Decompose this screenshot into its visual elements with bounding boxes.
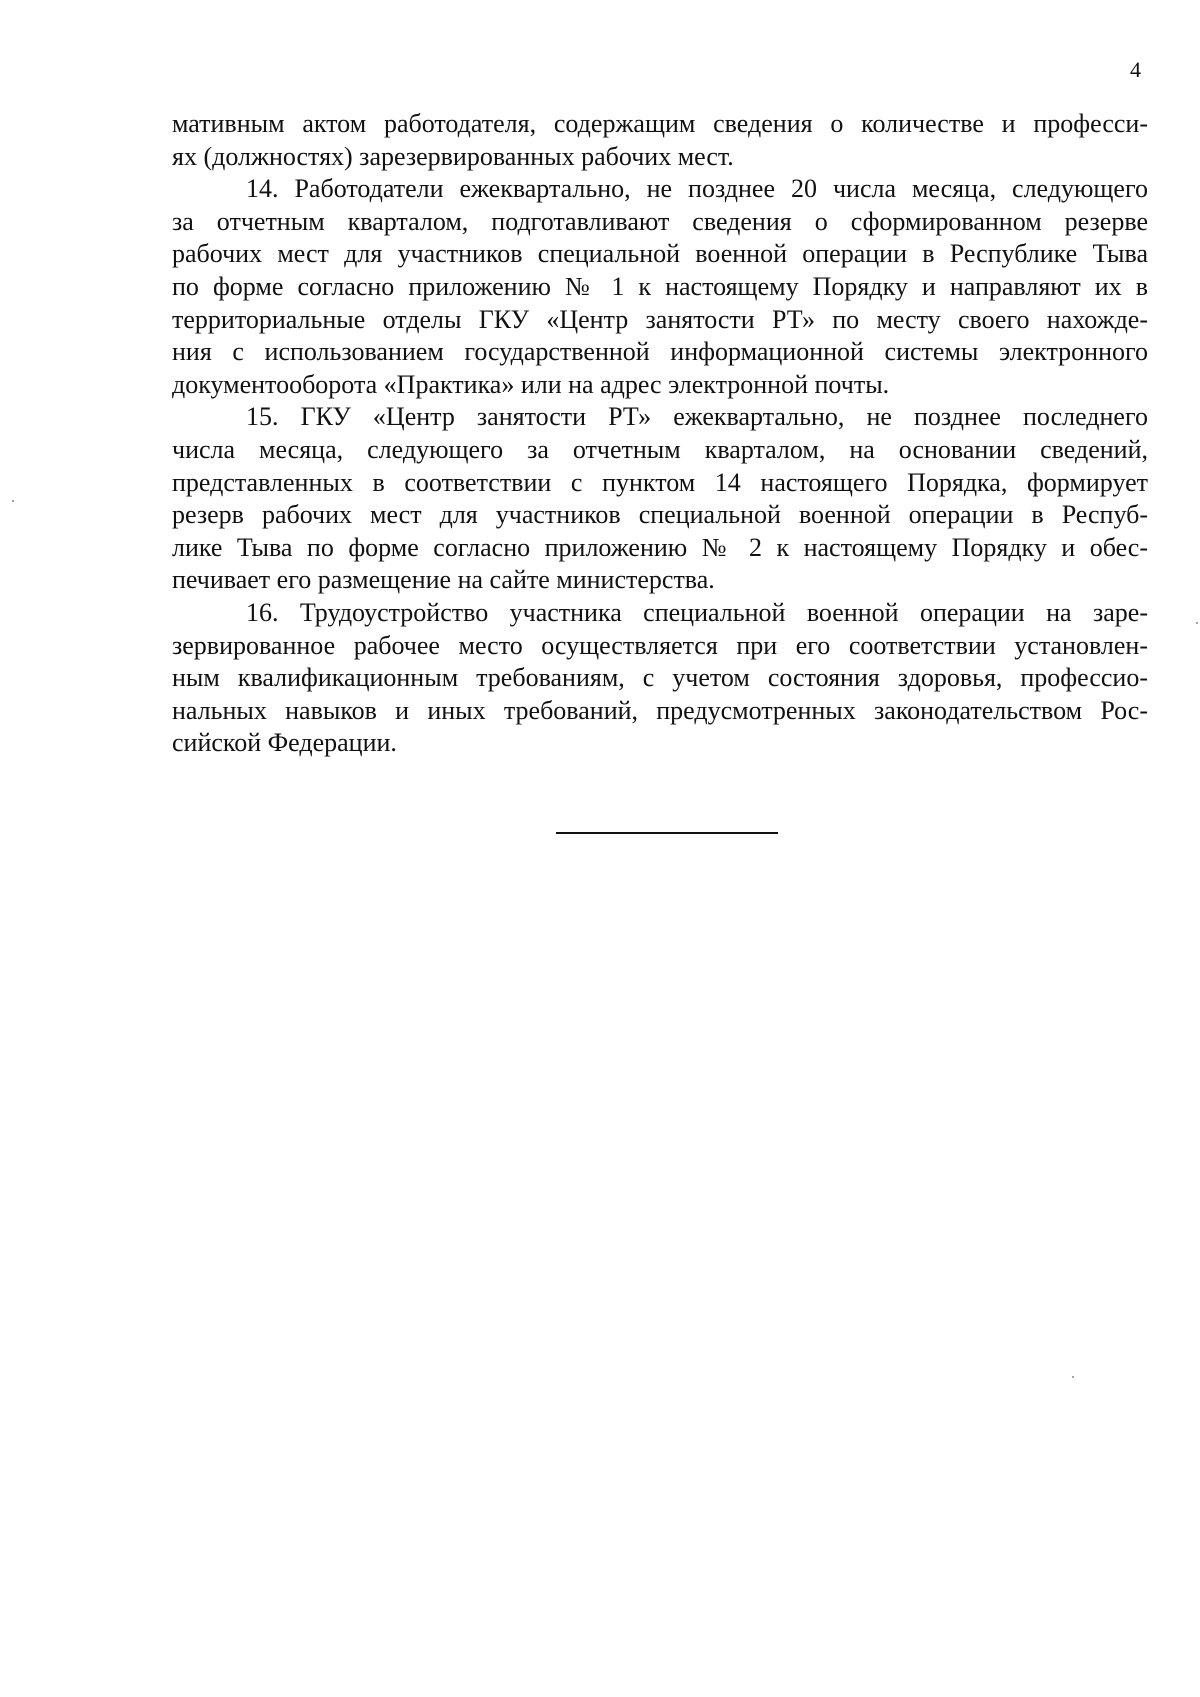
- page-number: 4: [1130, 57, 1141, 82]
- paragraph-14: [172, 173, 1148, 401]
- text-line: лике Тыва по форме согласно приложению № 2 к настоящему Порядку и обес-: [172, 532, 1148, 562]
- text-line: за отчетным кварталом, подготавливают сведения о сформированном резерве: [172, 206, 1148, 236]
- scan-speck: [12, 500, 14, 502]
- text-line: документооборота «Практика» или на адрес электронной почты.: [172, 369, 890, 399]
- text-line: 16. Трудоустройство участника специальной военной операции на заре-: [246, 597, 1148, 627]
- text-line: числа месяца, следующего за отчетным кварталом, на основании сведений,: [172, 434, 1148, 464]
- text-line: зервированное рабочее место осуществляется при его соответствии установлен-: [172, 630, 1148, 660]
- text-line: по форме согласно приложению № 1 к настоящему Порядку и направляют их в: [172, 271, 1148, 301]
- text-line: ях (должностях) зарезервированных рабочих мест.: [172, 141, 734, 171]
- paragraph-15: [172, 401, 1148, 597]
- paragraph-16: [172, 597, 1148, 760]
- text-line: ния с использованием государственной информационной системы электронного: [172, 337, 1148, 367]
- text-line: 14. Работодатели ежеквартально, не позднее 20 числа месяца, следующего: [246, 174, 1148, 204]
- end-of-document-rule: [556, 832, 778, 834]
- text-line: печивает его размещение на сайте министерства.: [172, 565, 715, 595]
- paragraph-continuation: [172, 108, 1148, 173]
- text-line: рабочих мест для участников специальной военной операции в Республике Тыва: [172, 239, 1148, 269]
- scan-speck: [1072, 1376, 1074, 1378]
- text-line: нальных навыков и иных требований, предусмотренных законодательством Рос-: [172, 695, 1148, 725]
- text-line: резерв рабочих мест для участников специальной военной операции в Респуб-: [172, 500, 1148, 530]
- document-body: [172, 108, 1148, 760]
- text-line: представленных в соответствии с пунктом 14 настоящего Порядка, формирует: [172, 467, 1148, 497]
- text-line: сийской Федерации.: [172, 728, 397, 758]
- text-line: ным квалификационным требованиям, с учетом состояния здоровья, профессио-: [172, 663, 1148, 693]
- scan-speck: [1196, 622, 1198, 624]
- text-line: территориальные отделы ГКУ «Центр занятости РТ» по месту своего нахожде-: [172, 304, 1148, 334]
- text-line: мативным актом работодателя, содержащим сведения о количестве и професси-: [172, 109, 1148, 138]
- text-line: 15. ГКУ «Центр занятости РТ» ежеквартально, не позднее последнего: [246, 402, 1148, 432]
